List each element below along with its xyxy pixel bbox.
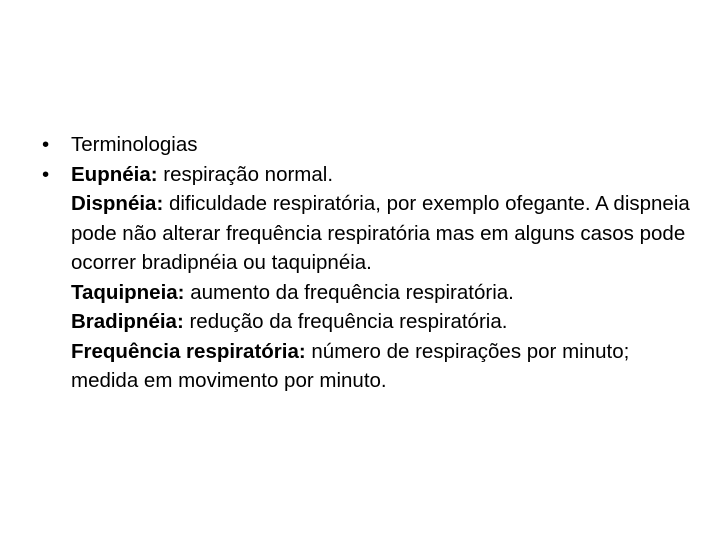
bullet-list bbox=[42, 130, 692, 396]
bullet-marker: • bbox=[42, 162, 50, 186]
definition-eupneia bbox=[71, 160, 692, 190]
bullet-text: Terminologias bbox=[71, 133, 198, 156]
definition-text: aumento da frequência respiratória. bbox=[184, 280, 514, 304]
definition-text: redução da frequência respiratória. bbox=[183, 310, 508, 333]
bullet-item-terminologias bbox=[42, 130, 692, 160]
definitions-block bbox=[71, 160, 692, 396]
definition-bradipneia bbox=[71, 307, 692, 337]
definition-text: respiração normal. bbox=[157, 162, 334, 186]
definition-term: Eupnéia: bbox=[71, 162, 158, 186]
definition-term: Taquipneia: bbox=[71, 280, 185, 304]
bullet-marker: • bbox=[42, 133, 50, 156]
definition-term: Dispnéia: bbox=[71, 192, 164, 215]
definition-dispneia bbox=[71, 189, 692, 278]
definition-term: Frequência respiratória: bbox=[71, 339, 306, 363]
definition-text: dificuldade respiratória, por exemplo ofegante. A dispneia pode não alterar frequência respiratória mas em alguns casos pode ocorrer bradipnéia ou taquipnéia. bbox=[71, 192, 690, 274]
definition-text: número de respirações por minuto; medida em movimento por minuto. bbox=[71, 339, 630, 392]
definition-term: Bradipnéia: bbox=[71, 310, 184, 333]
definition-frequencia-respiratoria bbox=[71, 337, 692, 396]
bullet-item-definitions bbox=[42, 160, 692, 396]
definition-taquipneia bbox=[71, 278, 692, 308]
